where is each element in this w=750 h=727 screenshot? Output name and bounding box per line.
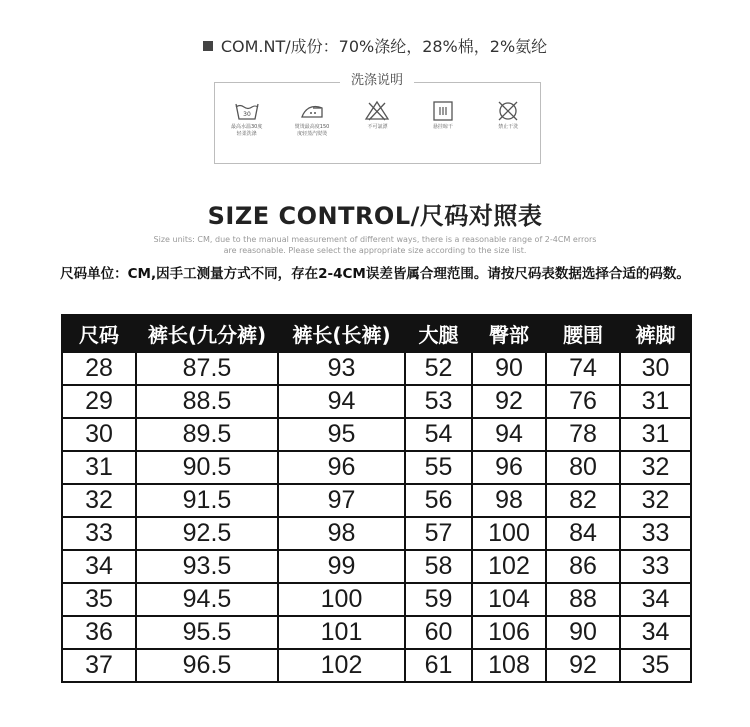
size-note-english: Size units: CM, due to the manual measurement of different ways, there is a reasonable range of 2-4CM errors are reasonable. Please select the appropriate size according to the size list. xyxy=(153,235,597,255)
table-cell: 102 xyxy=(472,550,546,583)
table-cell: 58 xyxy=(405,550,472,583)
table-cell: 35 xyxy=(62,583,136,616)
care-icons-row xyxy=(214,100,541,138)
care-title: 洗涤说明 xyxy=(340,71,414,91)
table-cell: 97 xyxy=(278,484,405,517)
table-cell: 101 xyxy=(278,616,405,649)
table-cell: 90 xyxy=(472,352,546,385)
header-size: 尺码 xyxy=(62,315,136,352)
table-cell: 31 xyxy=(620,418,691,451)
iron-150-icon xyxy=(299,100,325,122)
table-cell: 108 xyxy=(472,649,546,682)
care-caption: 最高水温30度 轻柔洗涤 xyxy=(231,124,263,137)
table-cell: 28 xyxy=(62,352,136,385)
table-cell: 98 xyxy=(278,517,405,550)
table-cell: 54 xyxy=(405,418,472,451)
table-cell: 92 xyxy=(472,385,546,418)
table-cell: 31 xyxy=(620,385,691,418)
table-row xyxy=(62,352,691,385)
table-cell: 91.5 xyxy=(136,484,278,517)
size-table xyxy=(61,314,692,683)
table-row xyxy=(62,583,691,616)
care-caption: 禁止干洗 xyxy=(498,124,519,130)
table-cell: 80 xyxy=(546,451,620,484)
square-bullet-icon xyxy=(203,41,213,51)
table-cell: 29 xyxy=(62,385,136,418)
table-row xyxy=(62,484,691,517)
table-cell: 55 xyxy=(405,451,472,484)
care-caption: 悬挂晾干 xyxy=(432,124,453,130)
table-cell: 104 xyxy=(472,583,546,616)
header-length-cropped: 裤长(九分裤) xyxy=(136,315,278,352)
table-cell: 90 xyxy=(546,616,620,649)
table-cell: 92.5 xyxy=(136,517,278,550)
care-item-drycleaning xyxy=(480,100,536,138)
table-cell: 52 xyxy=(405,352,472,385)
table-cell: 60 xyxy=(405,616,472,649)
table-cell: 88.5 xyxy=(136,385,278,418)
table-cell: 59 xyxy=(405,583,472,616)
table-cell: 74 xyxy=(546,352,620,385)
size-table-header-row xyxy=(62,315,691,352)
table-row xyxy=(62,517,691,550)
table-cell: 86 xyxy=(546,550,620,583)
table-cell: 106 xyxy=(472,616,546,649)
table-cell: 36 xyxy=(62,616,136,649)
table-cell: 93.5 xyxy=(136,550,278,583)
table-cell: 32 xyxy=(62,484,136,517)
table-row xyxy=(62,616,691,649)
table-cell: 94 xyxy=(278,385,405,418)
table-cell: 100 xyxy=(278,583,405,616)
table-cell: 61 xyxy=(405,649,472,682)
table-row xyxy=(62,649,691,682)
table-cell: 33 xyxy=(620,550,691,583)
size-note-chinese: 尺码单位：CM,因手工测量方式不同，存在2-4CM误差皆属合理范围。请按尺码表数据选择合适的码数。 xyxy=(60,266,690,282)
table-cell: 30 xyxy=(62,418,136,451)
table-cell: 76 xyxy=(546,385,620,418)
table-cell: 102 xyxy=(278,649,405,682)
composition-text: COM.NT/成份：70%涤纶，28%棉，2%氨纶 xyxy=(220,37,548,56)
no-tumble-dry-icon xyxy=(495,100,521,122)
table-cell: 78 xyxy=(546,418,620,451)
table-cell: 99 xyxy=(278,550,405,583)
line-dry-icon xyxy=(430,100,456,122)
care-caption: 熨烫最高度150 度轻蒸汽熨烫 xyxy=(294,124,330,137)
table-cell: 84 xyxy=(546,517,620,550)
table-cell: 87.5 xyxy=(136,352,278,385)
care-item-bleach xyxy=(349,100,405,138)
table-cell: 92 xyxy=(546,649,620,682)
header-waist: 腰围 xyxy=(546,315,620,352)
table-cell: 94 xyxy=(472,418,546,451)
table-row xyxy=(62,550,691,583)
table-cell: 96 xyxy=(472,451,546,484)
header-thigh: 大腿 xyxy=(405,315,472,352)
table-cell: 94.5 xyxy=(136,583,278,616)
table-cell: 95 xyxy=(278,418,405,451)
table-cell: 32 xyxy=(620,484,691,517)
table-cell: 33 xyxy=(62,517,136,550)
care-item-wash xyxy=(219,100,275,138)
table-cell: 90.5 xyxy=(136,451,278,484)
table-cell: 34 xyxy=(620,583,691,616)
header-hem: 裤脚 xyxy=(620,315,691,352)
table-cell: 82 xyxy=(546,484,620,517)
table-cell: 33 xyxy=(620,517,691,550)
table-row xyxy=(62,418,691,451)
no-bleach-icon xyxy=(364,100,390,122)
table-cell: 93 xyxy=(278,352,405,385)
table-cell: 30 xyxy=(620,352,691,385)
table-cell: 37 xyxy=(62,649,136,682)
table-cell: 100 xyxy=(472,517,546,550)
svg-text:30: 30 xyxy=(242,111,251,118)
table-cell: 34 xyxy=(62,550,136,583)
wash-30-icon xyxy=(234,100,260,122)
table-cell: 56 xyxy=(405,484,472,517)
table-cell: 57 xyxy=(405,517,472,550)
table-cell: 98 xyxy=(472,484,546,517)
table-cell: 96.5 xyxy=(136,649,278,682)
table-cell: 34 xyxy=(620,616,691,649)
table-cell: 32 xyxy=(620,451,691,484)
table-cell: 95.5 xyxy=(136,616,278,649)
table-cell: 96 xyxy=(278,451,405,484)
table-cell: 88 xyxy=(546,583,620,616)
care-caption: 不可氯漂 xyxy=(367,124,388,130)
header-hip: 臀部 xyxy=(472,315,546,352)
table-cell: 35 xyxy=(620,649,691,682)
table-row xyxy=(62,385,691,418)
table-cell: 89.5 xyxy=(136,418,278,451)
table-cell: 31 xyxy=(62,451,136,484)
header-length-long: 裤长(长裤) xyxy=(278,315,405,352)
composition-line xyxy=(0,34,750,57)
care-item-iron xyxy=(284,100,340,138)
table-row xyxy=(62,451,691,484)
care-item-dry xyxy=(415,100,471,138)
table-cell: 53 xyxy=(405,385,472,418)
size-chart-title: SIZE CONTROL/尺码对照表 xyxy=(207,202,543,230)
